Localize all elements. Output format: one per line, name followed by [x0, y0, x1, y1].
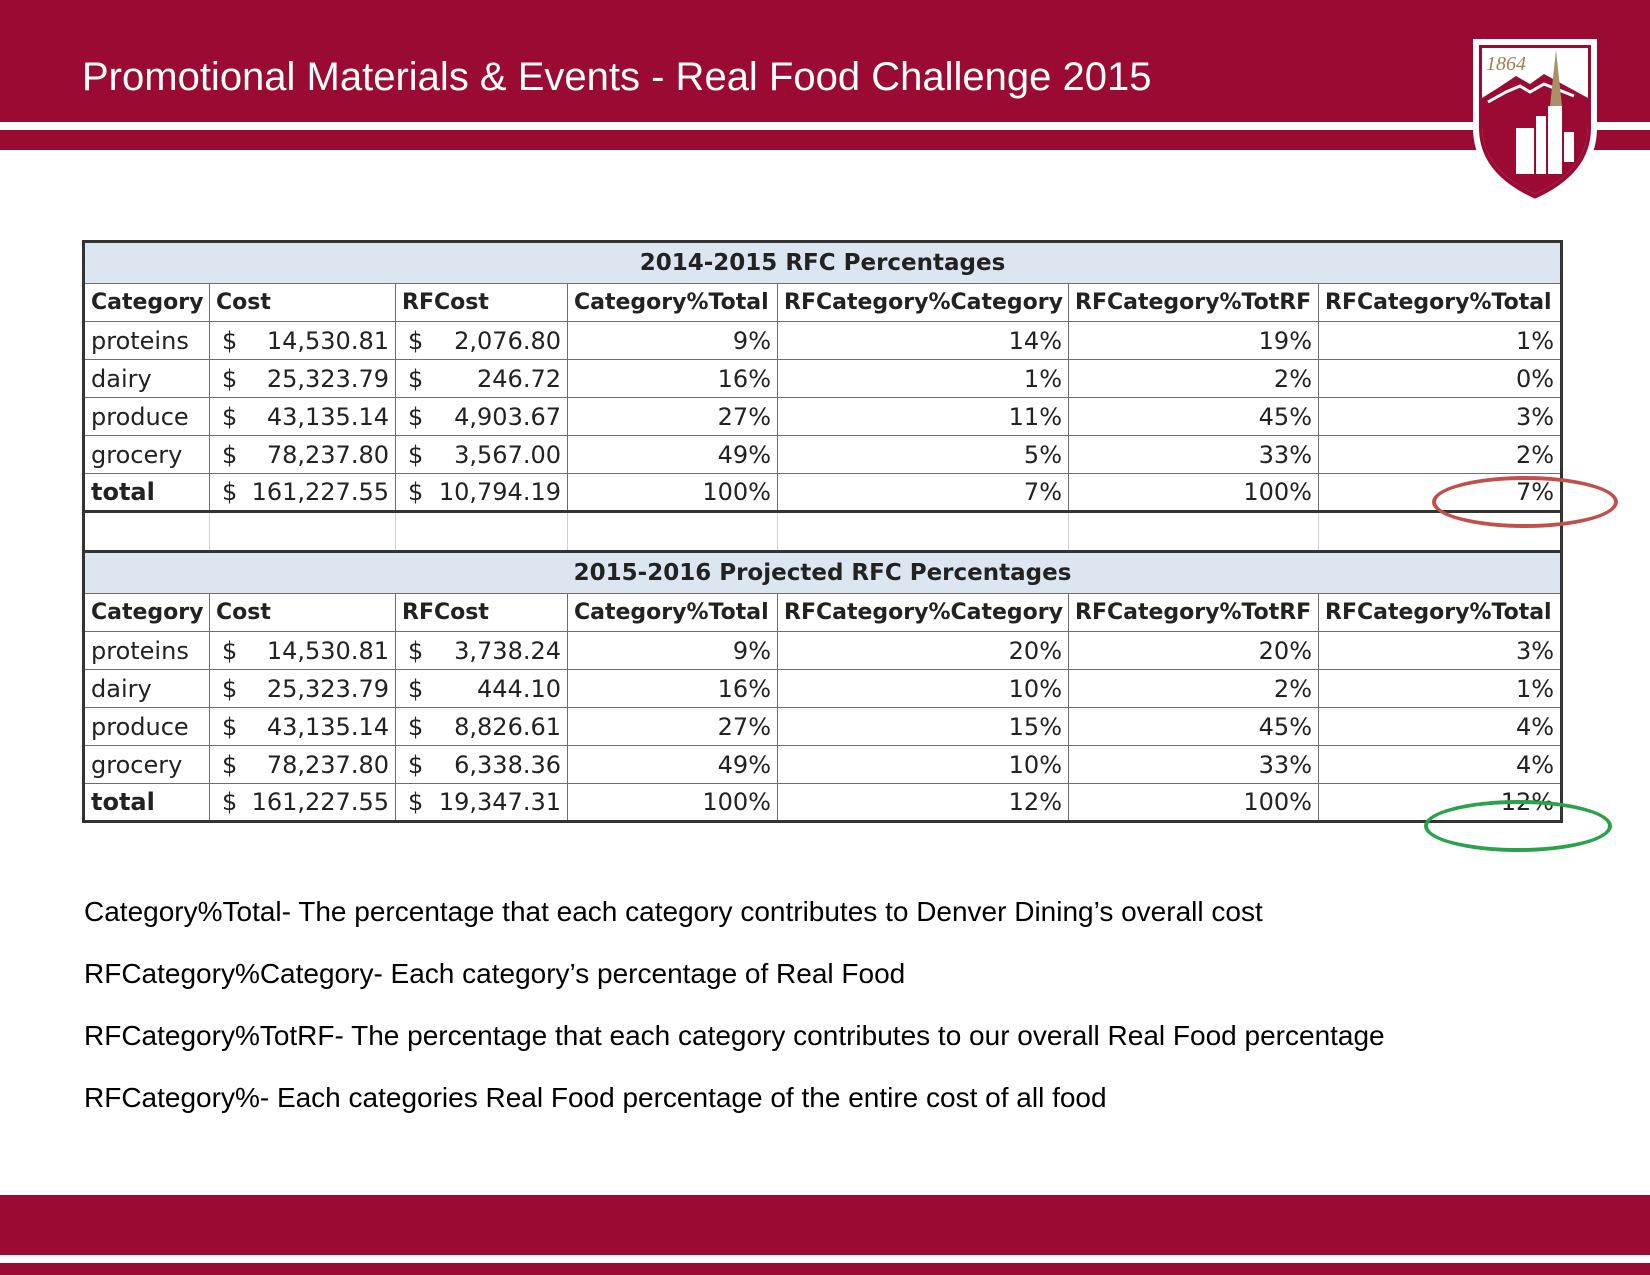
cost-cell — [210, 322, 396, 360]
rf-totrf-cell: 45% — [1069, 708, 1319, 746]
rf-cat-cell: 10% — [778, 746, 1069, 784]
category-cell: grocery — [84, 746, 210, 784]
rf-totrf-cell: 20% — [1069, 632, 1319, 670]
header-divider — [0, 122, 1650, 130]
cost-cell — [210, 474, 396, 512]
rf-cat-cell: 5% — [778, 436, 1069, 474]
category-cell: dairy — [84, 360, 210, 398]
category-cell: dairy — [84, 670, 210, 708]
rfc-percentages-table — [82, 240, 1563, 823]
category-cell: produce — [84, 398, 210, 436]
cost-value — [216, 478, 389, 506]
cost-value — [216, 713, 389, 741]
rfcost-cell — [396, 632, 568, 670]
currency-symbol: $ — [222, 674, 238, 703]
table-row — [84, 322, 1562, 360]
rfcost-cell — [396, 784, 568, 822]
rfcost-value — [402, 403, 561, 431]
rfcost-amount: 3,738.24 — [454, 636, 561, 665]
cat-total-cell: 100% — [568, 784, 778, 822]
rf-totrf-cell: 33% — [1069, 436, 1319, 474]
rf-cat-cell: 15% — [778, 708, 1069, 746]
currency-symbol: $ — [408, 478, 424, 506]
rfcost-value — [402, 788, 561, 816]
definition-rf-category-category: RFCategory%Category- Each category’s percentage of Real Food — [84, 958, 906, 989]
category-cell: total — [84, 784, 210, 822]
highlight-circle-2014-total — [1432, 476, 1618, 528]
category-cell: grocery — [84, 436, 210, 474]
cost-cell — [210, 632, 396, 670]
rf-totrf-cell: 100% — [1069, 784, 1319, 822]
cost-value — [216, 441, 389, 469]
cost-amount: 161,227.55 — [251, 478, 389, 506]
table-title: 2014-2015 RFC Percentages — [84, 242, 1562, 284]
cost-amount: 14,530.81 — [266, 636, 389, 665]
cost-cell — [210, 708, 396, 746]
logo-year: 1864 — [1486, 53, 1526, 75]
rfcost-amount: 10,794.19 — [438, 478, 561, 506]
column-header: Cost — [210, 594, 396, 632]
rf-total-cell: 1% — [1319, 670, 1562, 708]
rfcost-value — [402, 637, 561, 665]
spacer-cell — [1069, 512, 1319, 552]
cost-cell — [210, 670, 396, 708]
rfcost-amount: 246.72 — [477, 364, 561, 393]
category-cell: proteins — [84, 322, 210, 360]
footer-stripe — [0, 1263, 1650, 1275]
rf-cat-cell: 14% — [778, 322, 1069, 360]
cat-total-cell: 9% — [568, 322, 778, 360]
currency-symbol: $ — [408, 788, 424, 816]
table-row — [84, 670, 1562, 708]
table-header-row — [84, 594, 1562, 632]
rfcost-value — [402, 365, 561, 393]
rf-total-cell: 12% — [1319, 784, 1562, 822]
cost-cell — [210, 436, 396, 474]
spacer-row — [84, 512, 1562, 552]
rfcost-cell — [396, 436, 568, 474]
currency-symbol: $ — [222, 478, 238, 506]
rf-cat-cell: 20% — [778, 632, 1069, 670]
table-total-row — [84, 784, 1562, 822]
spacer-cell — [568, 512, 778, 552]
rfcost-value — [402, 478, 561, 506]
cost-value — [216, 637, 389, 665]
spacer-cell — [210, 512, 396, 552]
rf-total-cell: 0% — [1319, 360, 1562, 398]
rfcost-value — [402, 751, 561, 779]
rfcost-amount: 2,076.80 — [454, 326, 561, 355]
rfcost-cell — [396, 360, 568, 398]
cost-cell — [210, 398, 396, 436]
cost-amount: 161,227.55 — [251, 788, 389, 816]
column-header: RFCategory%Total — [1319, 594, 1562, 632]
rf-total-cell: 1% — [1319, 322, 1562, 360]
cost-amount: 25,323.79 — [266, 674, 389, 703]
column-header: RFCategory%TotRF — [1069, 594, 1319, 632]
cat-total-cell: 16% — [568, 360, 778, 398]
column-header: Category%Total — [568, 594, 778, 632]
cost-cell — [210, 360, 396, 398]
cost-value — [216, 365, 389, 393]
cost-cell — [210, 784, 396, 822]
currency-symbol: $ — [222, 402, 238, 431]
currency-symbol: $ — [408, 636, 424, 665]
header-stripe — [0, 130, 1650, 150]
rf-total-cell: 2% — [1319, 436, 1562, 474]
cat-total-cell: 100% — [568, 474, 778, 512]
rfcost-amount: 444.10 — [477, 674, 561, 703]
rf-totrf-cell: 2% — [1069, 360, 1319, 398]
rfcost-cell — [396, 398, 568, 436]
university-shield-logo — [1470, 36, 1600, 206]
footer-band — [0, 1195, 1650, 1255]
definition-rf-category-percent: RFCategory%- Each categories Real Food percentage of the entire cost of all food — [84, 1082, 1107, 1113]
rfc-tables — [82, 240, 1560, 823]
cost-value — [216, 788, 389, 816]
column-header: Category — [84, 594, 210, 632]
cost-amount: 25,323.79 — [266, 364, 389, 393]
table-row — [84, 398, 1562, 436]
currency-symbol: $ — [408, 674, 424, 703]
category-cell: proteins — [84, 632, 210, 670]
rf-cat-cell: 10% — [778, 670, 1069, 708]
cat-total-cell: 49% — [568, 746, 778, 784]
rfcost-value — [402, 441, 561, 469]
definition-rf-category-totrf: RFCategory%TotRF- The percentage that each category contributes to our overall Real Food percentage — [84, 1020, 1385, 1051]
column-header: RFCategory%Category — [778, 284, 1069, 322]
rfcost-amount: 6,338.36 — [454, 750, 561, 779]
column-header: RFCategory%TotRF — [1069, 284, 1319, 322]
currency-symbol: $ — [222, 440, 238, 469]
rf-totrf-cell: 45% — [1069, 398, 1319, 436]
rfcost-amount: 3,567.00 — [454, 440, 561, 469]
currency-symbol: $ — [222, 788, 238, 816]
rfcost-amount: 8,826.61 — [454, 712, 561, 741]
currency-symbol: $ — [408, 364, 424, 393]
spacer-cell — [84, 512, 210, 552]
cost-amount: 43,135.14 — [266, 402, 389, 431]
cat-total-cell: 27% — [568, 398, 778, 436]
rf-cat-cell: 7% — [778, 474, 1069, 512]
rf-totrf-cell: 19% — [1069, 322, 1319, 360]
column-header: RFCategory%Total — [1319, 284, 1562, 322]
column-header: RFCost — [396, 594, 568, 632]
table-row — [84, 632, 1562, 670]
rf-total-cell: 4% — [1319, 708, 1562, 746]
cost-cell — [210, 746, 396, 784]
rfcost-cell — [396, 708, 568, 746]
column-header: Cost — [210, 284, 396, 322]
currency-symbol: $ — [408, 440, 424, 469]
footer-divider — [0, 1255, 1650, 1263]
currency-symbol: $ — [408, 326, 424, 355]
currency-symbol: $ — [408, 402, 424, 431]
rfcost-cell — [396, 322, 568, 360]
currency-symbol: $ — [222, 364, 238, 393]
rf-total-cell: 7% — [1319, 474, 1562, 512]
currency-symbol: $ — [408, 750, 424, 779]
cost-amount: 78,237.80 — [266, 440, 389, 469]
definition-category-total: Category%Total- The percentage that each category contributes to Denver Dining’s overall cost — [84, 896, 1263, 927]
cat-total-cell: 9% — [568, 632, 778, 670]
highlight-circle-2016-total — [1424, 800, 1612, 852]
category-cell: produce — [84, 708, 210, 746]
cat-total-cell: 27% — [568, 708, 778, 746]
spacer-cell — [396, 512, 568, 552]
column-header: RFCost — [396, 284, 568, 322]
cost-amount: 43,135.14 — [266, 712, 389, 741]
cost-value — [216, 675, 389, 703]
rf-cat-cell: 12% — [778, 784, 1069, 822]
rf-totrf-cell: 33% — [1069, 746, 1319, 784]
cost-amount: 78,237.80 — [266, 750, 389, 779]
table-title: 2015-2016 Projected RFC Percentages — [84, 552, 1562, 594]
cat-total-cell: 49% — [568, 436, 778, 474]
rf-totrf-cell: 100% — [1069, 474, 1319, 512]
cost-value — [216, 751, 389, 779]
table-title-row — [84, 242, 1562, 284]
category-cell: total — [84, 474, 210, 512]
rfcost-value — [402, 327, 561, 355]
cat-total-cell: 16% — [568, 670, 778, 708]
page-title: Promotional Materials & Events - Real Food Challenge 2015 — [82, 55, 1152, 99]
rfcost-cell — [396, 746, 568, 784]
rf-totrf-cell: 2% — [1069, 670, 1319, 708]
rf-cat-cell: 1% — [778, 360, 1069, 398]
currency-symbol: $ — [222, 712, 238, 741]
rf-total-cell: 4% — [1319, 746, 1562, 784]
column-header: Category — [84, 284, 210, 322]
currency-symbol: $ — [222, 750, 238, 779]
rf-total-cell: 3% — [1319, 398, 1562, 436]
rfcost-cell — [396, 670, 568, 708]
rfcost-value — [402, 675, 561, 703]
table-total-row — [84, 474, 1562, 512]
cost-value — [216, 327, 389, 355]
rfcost-cell — [396, 474, 568, 512]
column-header: RFCategory%Category — [778, 594, 1069, 632]
spacer-cell — [778, 512, 1069, 552]
rfcost-amount: 19,347.31 — [438, 788, 561, 816]
table-header-row — [84, 284, 1562, 322]
rfcost-amount: 4,903.67 — [454, 402, 561, 431]
table-row — [84, 436, 1562, 474]
currency-symbol: $ — [222, 326, 238, 355]
table-row — [84, 708, 1562, 746]
rfcost-value — [402, 713, 561, 741]
rf-total-cell: 3% — [1319, 632, 1562, 670]
cost-value — [216, 403, 389, 431]
rf-cat-cell: 11% — [778, 398, 1069, 436]
currency-symbol: $ — [222, 636, 238, 665]
definitions-list — [84, 896, 1564, 1144]
table-row — [84, 360, 1562, 398]
currency-symbol: $ — [408, 712, 424, 741]
table-row — [84, 746, 1562, 784]
column-header: Category%Total — [568, 284, 778, 322]
cost-amount: 14,530.81 — [266, 326, 389, 355]
table-title-row — [84, 552, 1562, 594]
